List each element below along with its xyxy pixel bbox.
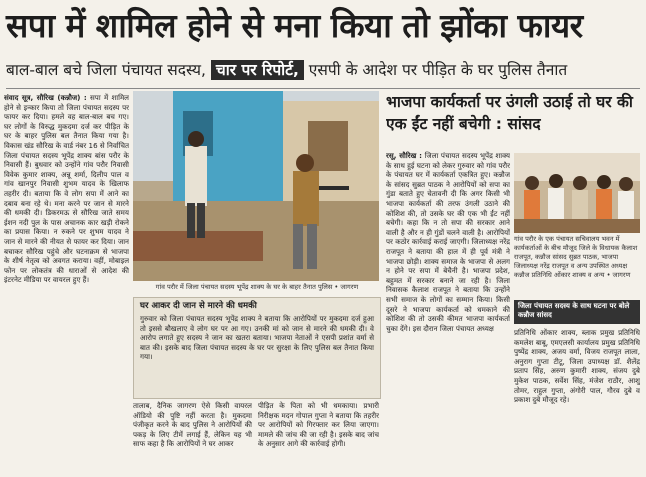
left-dateline: संवाद सूत्र, सौरिख (कन्नौज) :	[4, 93, 87, 102]
right-photo	[514, 153, 640, 233]
threat-box-title: घर आकर दी जान से मारने की धमकी	[140, 301, 257, 311]
divider	[6, 88, 640, 89]
subhead-after: एसपी के आदेश पर पीड़ित के घर पुलिस तैनात	[303, 61, 568, 79]
right-photo-caption: गांव परौर के एक पंचायत सचिवालय भवन में कार्यकर्ताओं के बीच मौजूद जिले के विधायक कैलाश राजपूत, कन्नौज सांसद सुब्रत पाठक, भाजपा जिलाध्यक्ष नरेंद्र राजपूत व अन्य उपस्थित अध्यक्ष कन्नौज प्रतिनिधि ओंकार शाक्य व अन्य • जागरण	[514, 235, 638, 279]
right-column	[386, 151, 510, 475]
right-body: जिला पंचायत सदस्य भूपेंद्र शाक्य के साथ हुई घटना को लेकर गुरुवार को गांव परौर के पंचायत घर में कार्यकर्ता एकत्रित हुए। कन्नौज के सांसद सुब्रत पाठक ने आरोपियों को सपा का गुंडा बताते हुए चेतावनी दी कि अगर किसी भी भाजपा कार्यकर्ता की तरफ उंगली उठाने की कोशिश की, तो उसके घर की एक भी ईंट नहीं बचेगी। कहा कि न तो सपा की सरकार आने वाली है और न ही गुंडों चलने वाली है। आरोपियों पर कठोर कार्रवाई कराई जाएगी। जिलाध्यक्ष नरेंद्र राजपूत ने बताया की हाल में ही पूर्व मंत्री ने भाजपा छोड़ी। शाक्य समाज के भाजपा से अलग न होने पर सपा में बेचैनी है। भाजपा प्रदेश, बहुमत में सरकार बनाने जा रही है। जिला निवासक कैलाश राजपूत ने बताया कि उन्होंने सभी समाज के लोगों का सम्मान किया। किसी दूसरे ने भाजपा कार्यकर्ता को धमकाने की कोशिश की तो उसकी कीमत भाजपा कार्यकर्ता चुका देंगे। इस दौरान जिला पंचायत अध्यक्ष	[386, 151, 510, 333]
right-headline: भाजपा कार्यकर्ता पर उंगली उठाई तो घर की एक ईंट नहीं बचेगी : सांसद	[386, 93, 633, 133]
bottom-column-1: तालाब, दैनिक जागरण ऐसे किसी वायरल ऑडियो की पुष्टि नहीं करता है। मुकदमा पंजीकृत करने के बाद पुलिस ने आरोपियों की पकड़ के लिए टीमें लगाई हैं, लेकिन यह भी साफ कहा है कि आरोपियों ने घर आकर	[133, 401, 252, 449]
threat-box-body: गुरुवार को जिला पंचायत सदस्य भूपेंद्र शाक्य ने बताया कि आरोपियों पर मुकदमा दर्ज हुआ तो इससे बौखलाए वे लोग घर पर आ गए। उनकी मां को जान से मारने की धमकी दी। वे आरोप लगाते हुए सदस्य ने जान का खतरा बताया। भाजपा नेताओं ने एसपी प्रशांत वर्मा से बात की। इसके बाद जिला पंचायत सदस्य के घर पर सुरक्षा के लिए पुलिस बल तैनात किया गया।	[140, 314, 374, 362]
bottom-column-2: पीड़ित के पिता को भी धमकाया। प्रभारी निरीक्षक मदन गोपाल गुप्ता ने बताया कि तहरीर पर आरोपियों को गिरफ्तार कर लिया जाएगा। मामले की जांच की जा रही है। इसके बाद जांच के अनुसार आगे की कार्रवाई होगी।	[258, 401, 379, 449]
left-body: सपा में शामिल होने से इन्कार किया तो जिला पंचायत सदस्य पर फायर कर दिया। हमले वह बाल-बाल बच गए। घर लोगों के विरुद्ध मुकदमा दर्ज कर पीड़ित के घर के बाहर पुलिस बल तैनात किया गया है। विकास खंड सौरिख के वार्ड नंबर 16 से निर्वाचित जिला पंचायत सदस्य भूपेंद्र शाक्य बांस परौर के निवासी हैं। बुधवार को उन्होंने गांव परौर निवासी विवेक कुमार शाक्य, अन्नू शर्मा, दिलीप पाल व गांव खानपुर निवासी शुभम यादव के खिलाफ तहरीर दी। बताया कि वे लोग सपा में आने का दबाव बना रहे थे। मना करने पर जान से मारने की धमकी दी। डिकरमऊ से सौरिख जाते समय ईशन नदी पुल के पास अचानक कार खड़ी रोकने का प्रयास किया। न रुकने पर शुभम यादव ने जान से मारने की नीयत से फायर कर दिया। जान बचाकर सौरिख पहुंचे और घटनाक्रम से भाजपा के शीर्ष नेतृत्व को अवगत कराया। वहीं, मोबाइल फोन पर लोकतंत्र की धाराओं से आदेश की इंटरनेट मीडिया पर वायरल हुए हैं।	[4, 93, 129, 285]
subhead	[6, 55, 642, 85]
left-column	[4, 93, 129, 475]
subhead-boxed: चार पर रिपोर्ट,	[211, 60, 304, 80]
headline: सपा में शामिल होने से मना किया तो झोंका फायर	[6, 6, 583, 45]
right-bottom-column: प्रतिनिधि ओंकार शाक्य, ब्लाक प्रमुख प्रतिनिधि कमलेश बाबू, एमएलसी कार्यालय प्रमुख प्रतिनिधि पुष्पेंद्र शाक्य, अजय वर्मा, विजय राजपूत लाला, अनुराग गुप्ता टीटू, जिला उपाध्यक्ष डॉ. शैलेंद्र प्रताप सिंह, अरुण कुमारी शाक्य, संजय दुबे मुकेश पाठक, सर्वेश सिंह, मंजेश राठौर, आशु तोमर, राहुल गुप्ता, अंगोरी पाल, गौरव दुबे व प्रकाश दुबे मौजूद रहे।	[514, 328, 640, 405]
right-dateline: रसू, सौरिख :	[386, 151, 422, 160]
threat-box	[133, 297, 381, 399]
right-tag: जिला पंचायत सदस्य के साथ घटना पर बोले कन्नौज सांसद	[514, 300, 640, 324]
photo-caption: गांव परौर में जिला पंचायत सदस्य भूपेंद्र शाक्य के घर के बाहर तैनात पुलिस • जागरण	[155, 283, 359, 291]
subhead-before: बाल-बाल बचे जिला पंचायत सदस्य,	[6, 61, 211, 79]
news-photo	[133, 91, 379, 281]
